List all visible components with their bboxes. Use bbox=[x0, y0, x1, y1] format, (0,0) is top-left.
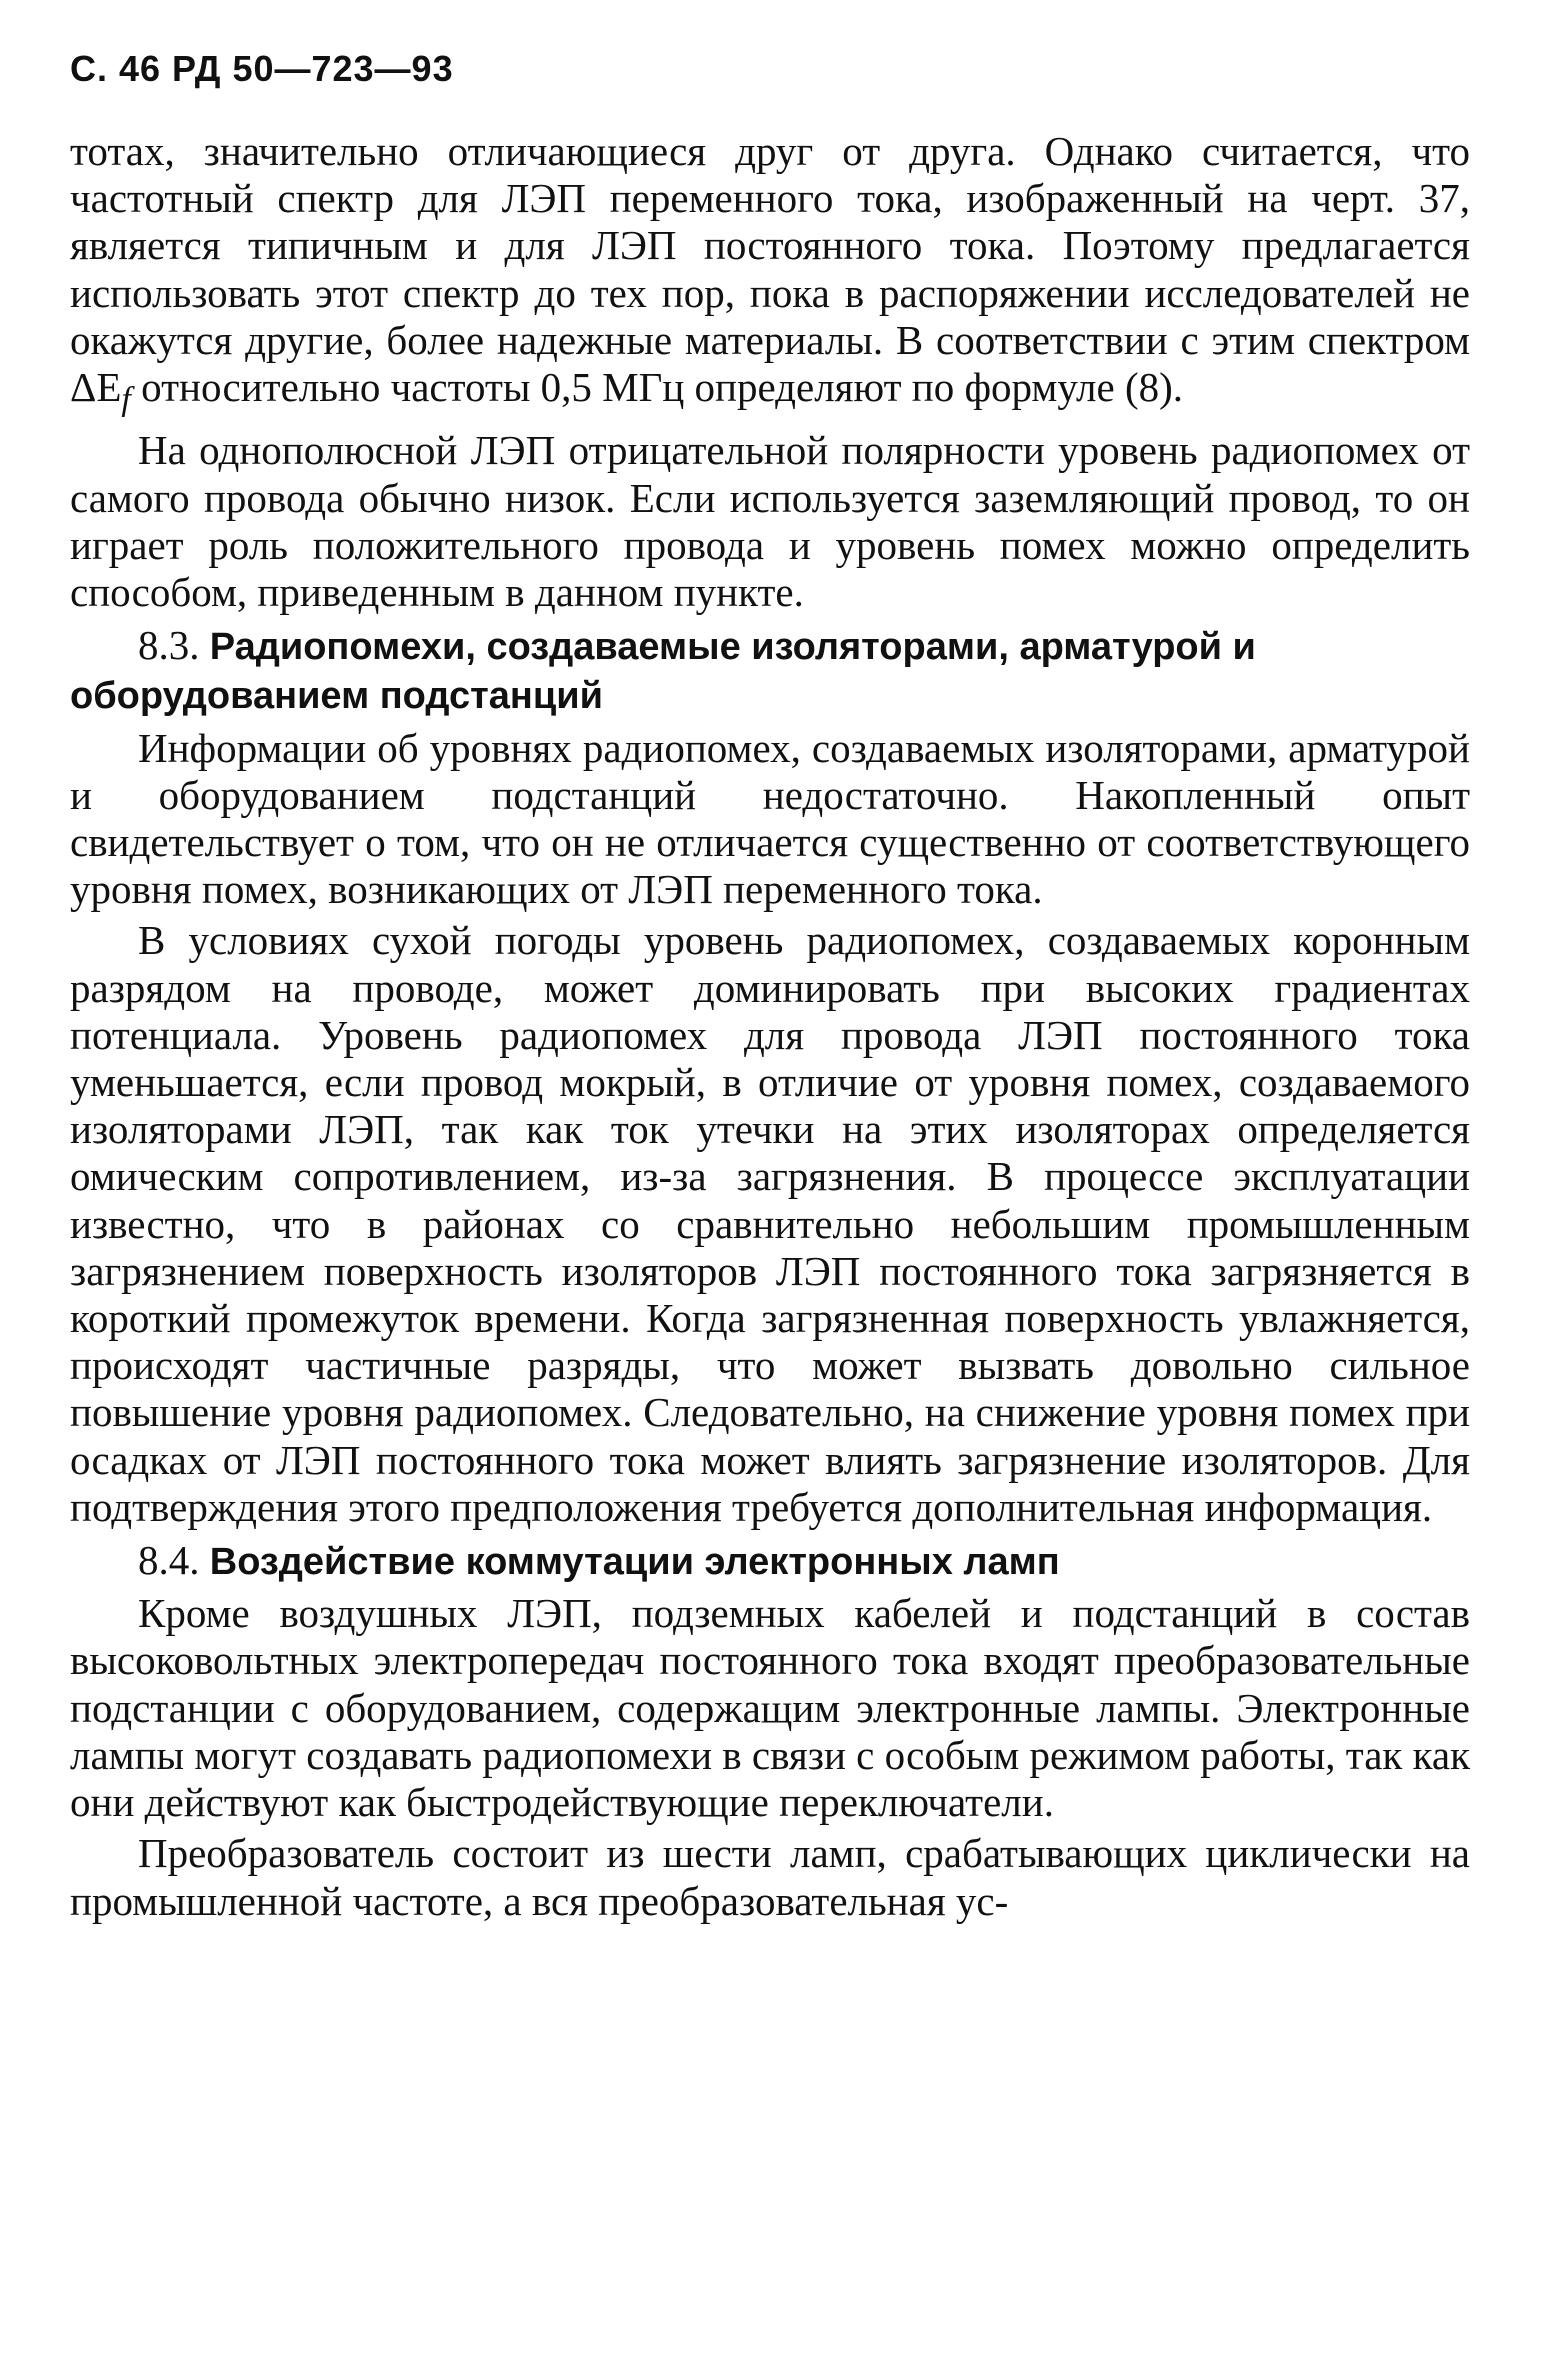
paragraph-text-end: относительно частоты 0,5 МГц определяют по формуле (8). bbox=[130, 364, 1184, 411]
paragraph-text: тотах, значительно отличающиеся друг от друга. Однако считается, что частотный спектр для ЛЭП переменного тока, изображенный на черт. 37, является типичным и для ЛЭП постоянного тока. Поэтому предлагается использовать этот спектр до тех пор, пока в распоряжении исследователей не окажутся другие, более надежные материалы. В соответствии с этим спектром ΔE bbox=[70, 128, 1470, 411]
paragraph-dry-weather: В условиях сухой погоды уровень радиопомех, создаваемых коронным разрядом на проводе, может доминировать при высоких градиентах потенциала. Уровень радиопомех для провода ЛЭП постоянного тока уменьшается, если провод мокрый, в отличие от уровня помех, создаваемого изоляторами ЛЭП, так как ток утечки на этих изоляторах определяется омическим сопротивлением, из-за загрязнения. В процессе эксплуатации известно, что в районах со сравнительно небольшим промышленным загрязнением поверхность изоляторов ЛЭП постоянного тока загрязняется в короткий промежуток времени. Когда загрязненная поверхность увлажняется, происходят частичные разряды, что может вызвать довольно сильное повышение уровня радиопомех. Следовательно, на снижение уровня помех при осадках от ЛЭП постоянного тока может влиять загрязнение изоляторов. Для подтверждения этого предположения требуется дополнительная информация. bbox=[70, 917, 1470, 1530]
paragraph-converter-stations: Кроме воздушных ЛЭП, подземных кабелей и подстанций в состав высоковольтных электропередач постоянного тока входят преобразовательные подстанции с оборудованием, содержащим электронные лампы. Электронные лампы могут создавать радиопомехи в связи с особым режимом работы, так как они действуют как быстродействующие переключатели. bbox=[70, 1590, 1470, 1826]
section-title: Воздействие коммутации электронных ламп bbox=[209, 1541, 1060, 1584]
subscript-f: f bbox=[121, 381, 131, 419]
paragraph-converter-lamps: Преобразователь состоит из шести ламп, срабатывающих циклически на промышленной частоте, а вся преобразовательная ус- bbox=[70, 1830, 1470, 1924]
section-number: 8.3. bbox=[138, 622, 200, 669]
page-body bbox=[70, 128, 1470, 1929]
section-heading-8-3 bbox=[70, 622, 1470, 720]
paragraph-monopolar: На однополюсной ЛЭП отрицательной полярности уровень радиопомех от самого провода обычно низок. Если используется заземляющий провод, то он играет роль положительного провода и уровень помех можно определить способом, приведенным в данном пункте. bbox=[70, 427, 1470, 616]
section-title: Радиопомехи, создаваемые изоляторами, арматурой и оборудованием подстанций bbox=[70, 626, 1256, 718]
section-heading-8-4 bbox=[70, 1537, 1470, 1586]
running-head: С. 46 РД 50—723—93 bbox=[70, 48, 454, 89]
section-number: 8.4. bbox=[138, 1537, 200, 1584]
paragraph-insulators-info: Информации об уровнях радиопомех, создаваемых изоляторами, арматурой и оборудованием подстанций недостаточно. Накопленный опыт свидетельствует о том, что он не отличается существенно от соответствующего уровня помех, возникающих от ЛЭП переменного тока. bbox=[70, 724, 1470, 913]
paragraph-continuation bbox=[70, 128, 1470, 423]
